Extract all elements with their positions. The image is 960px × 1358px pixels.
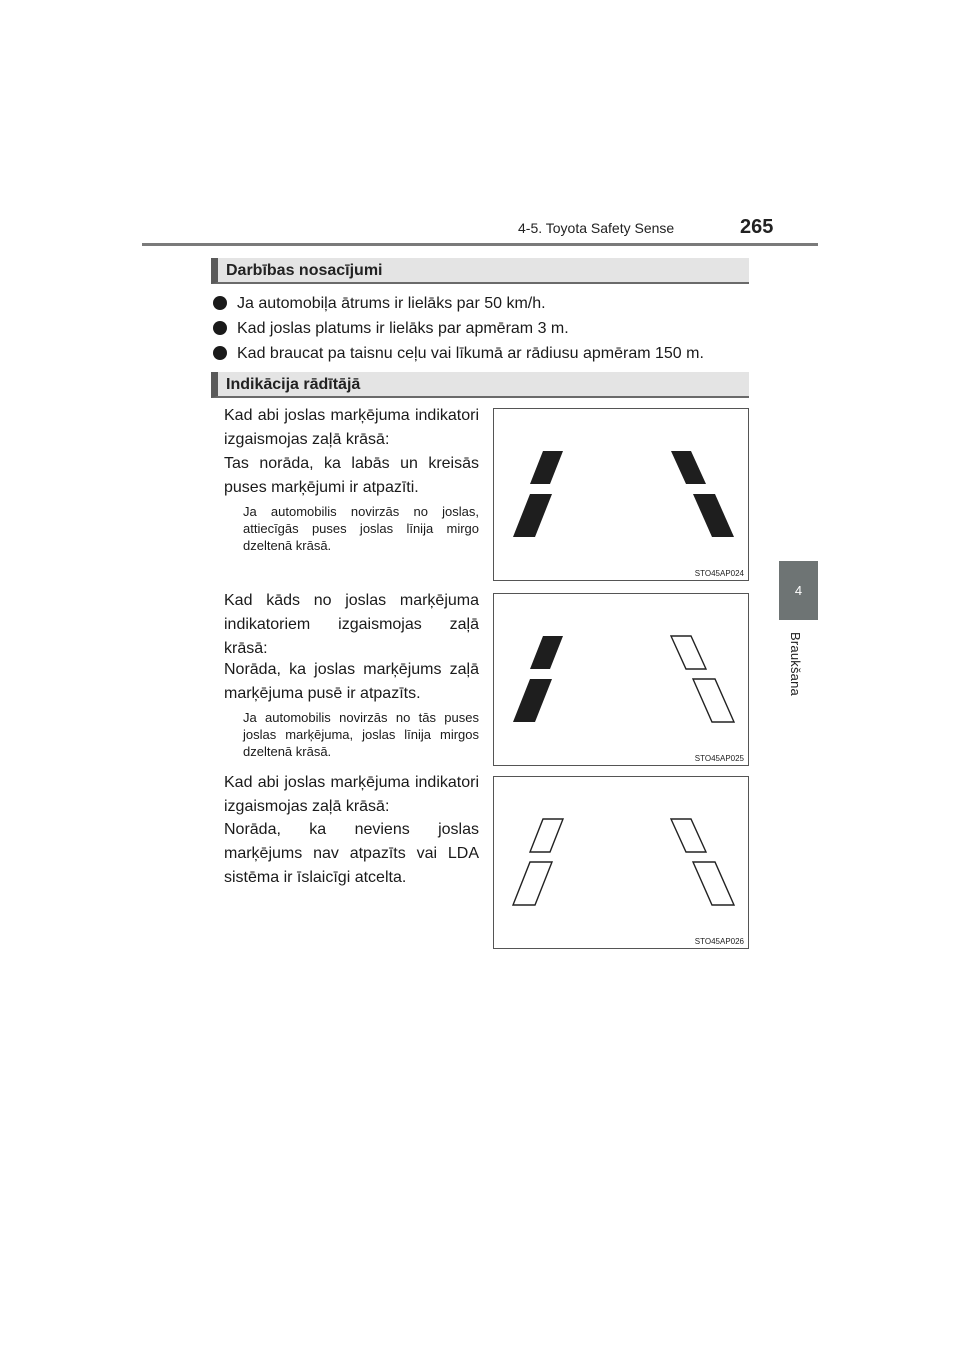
left-upper-mark bbox=[530, 451, 563, 484]
section-heading-operating-conditions: Darbības nosacījumi bbox=[211, 258, 749, 284]
item2-note: Ja automobilis novirzās no tās puses joslas marķējuma, joslas līnija mirgos dzeltenā krāsā. bbox=[243, 710, 479, 759]
page-number: 265 bbox=[740, 216, 774, 238]
left-upper-mark bbox=[530, 636, 563, 669]
left-lower-mark bbox=[513, 679, 552, 722]
item1-meaning: Tas norāda, ka labās un kreisās puses marķējumi ir atpazīti. bbox=[224, 455, 479, 496]
conditions-list bbox=[213, 291, 773, 366]
right-lower-mark bbox=[693, 679, 734, 722]
figure-code: STO45AP024 bbox=[694, 569, 744, 578]
left-lower-mark bbox=[513, 862, 552, 905]
right-upper-mark bbox=[671, 819, 706, 852]
figure-no-lines-recognized bbox=[493, 776, 749, 949]
section-title: 4-5. Toyota Safety Sense bbox=[518, 220, 675, 236]
bullet-icon bbox=[213, 296, 227, 310]
chapter-tab: 4 bbox=[779, 561, 818, 620]
item3-meaning: Norāda, ka neviens joslas marķējums nav atpazīts vai LDA sistēma ir īslaicīgi atcelta. bbox=[224, 821, 479, 886]
bullet-icon bbox=[213, 346, 227, 360]
lane-markings-graphic bbox=[494, 594, 750, 767]
chapter-label: Braukšana bbox=[788, 632, 803, 696]
right-lower-mark bbox=[693, 494, 734, 537]
item1-note: Ja automobilis novirzās no joslas, attiecīgās puses joslas līnija mirgo dzeltenā krāsā. bbox=[243, 504, 479, 553]
item1-condition: Kad abi joslas marķējuma indikatori izgaismojas zaļā krāsā: bbox=[224, 407, 479, 448]
lane-markings-graphic bbox=[494, 777, 750, 950]
section-heading-indicator-display: Indikācija rādītājā bbox=[211, 372, 749, 398]
figure-code: STO45AP026 bbox=[694, 937, 744, 946]
figure-one-line-recognized bbox=[493, 593, 749, 766]
left-lower-mark bbox=[513, 494, 552, 537]
right-upper-mark bbox=[671, 636, 706, 669]
list-item: Kad braucat pa taisnu ceļu vai līkumā ar rādiusu apmēram 150 m. bbox=[213, 341, 773, 366]
left-upper-mark bbox=[530, 819, 563, 852]
list-item: Kad joslas platums ir lielāks par apmēram 3 m. bbox=[213, 316, 773, 341]
header-divider bbox=[142, 243, 818, 246]
item2-condition: Kad kāds no joslas marķējuma indikatoriem izgaismojas zaļā krāsā: bbox=[224, 592, 479, 657]
figure-code: STO45AP025 bbox=[694, 754, 744, 763]
bullet-icon bbox=[213, 321, 227, 335]
right-lower-mark bbox=[693, 862, 734, 905]
lane-markings-graphic bbox=[494, 409, 750, 582]
item2-meaning: Norāda, ka joslas marķējums zaļā marķējuma pusē ir atpazīts. bbox=[224, 661, 479, 702]
item3-condition: Kad abi joslas marķējuma indikatori izgaismojas zaļā krāsā: bbox=[224, 774, 479, 815]
right-upper-mark bbox=[671, 451, 706, 484]
figure-both-lines-recognized bbox=[493, 408, 749, 581]
list-item: Ja automobiļa ātrums ir lielāks par 50 km/h. bbox=[213, 291, 773, 316]
